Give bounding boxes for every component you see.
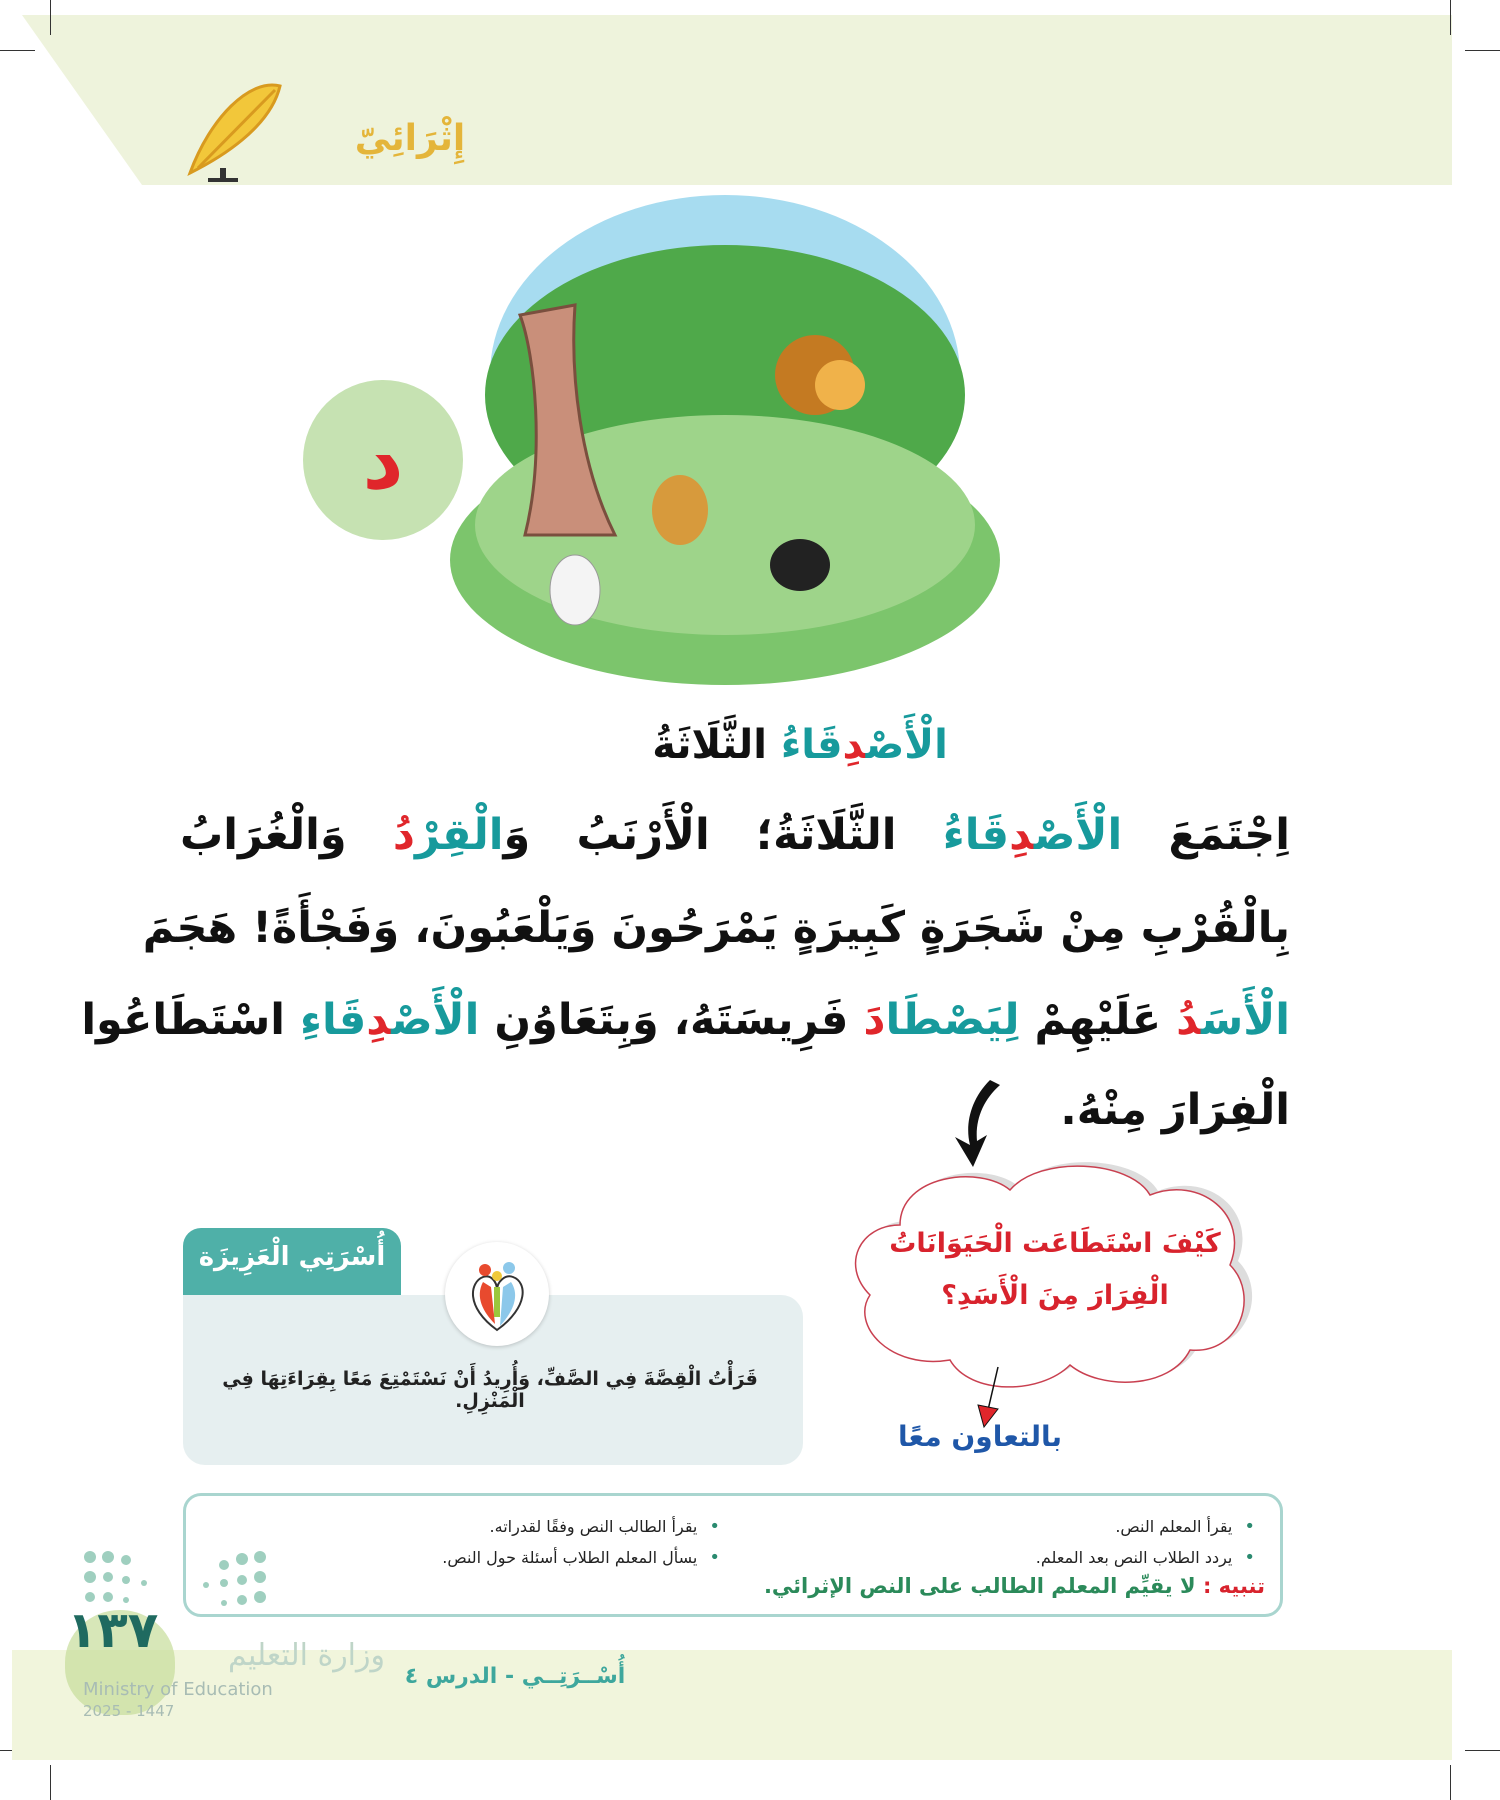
note-item: • يقرأ الطالب النص وفقًا لقدراته. — [490, 1516, 720, 1537]
answer-text: بالتعاون معًا — [898, 1420, 1062, 1453]
lesson-label: أُسْــرَتِــي - الدرس ٤ — [404, 1664, 626, 1689]
text-segment: الثَّلَاثَةُ؛ الْأَرْنَبُ وَ — [503, 810, 943, 860]
crop-mark — [50, 0, 51, 35]
crop-mark — [1450, 0, 1451, 35]
story-line — [142, 903, 1290, 953]
note-item: • يسأل المعلم الطلاب أسئلة حول النص. — [442, 1547, 720, 1568]
question-line-1: كَيْفَ اسْتَطَاعَت الْحَيَوَانَاتُ — [889, 1228, 1221, 1259]
warning-text: لا يقيِّم المعلم الطالب على النص الإثرائي. — [763, 1574, 1196, 1598]
text-segment: قَاءُ — [942, 810, 1010, 860]
text-segment: دُ — [392, 810, 415, 860]
page-number: ١٣٧ — [66, 1601, 159, 1659]
text-segment: الْأَسَ — [1200, 995, 1290, 1045]
ministry-year: 2025 - 1447 — [83, 1702, 175, 1720]
text-segment: الْقِرْ — [414, 810, 504, 860]
family-heart-icon — [445, 1242, 549, 1346]
crop-mark — [1450, 1765, 1451, 1800]
text-segment: لِيَصْطَا — [885, 995, 1020, 1045]
teacher-notes-box — [183, 1493, 1283, 1617]
text-segment: بِالْقُرْبِ مِنْ شَجَرَةٍ كَبِيرَةٍ يَمْرَحُونَ وَيَلْعَبُونَ، وَفَجْأَةً! هَجَمَ — [142, 903, 1290, 953]
text-segment: دِ — [1009, 810, 1034, 860]
story-line — [180, 810, 1290, 860]
ministry-name-arabic: وزارة التعليم — [227, 1638, 385, 1673]
feather-quill-icon — [180, 78, 290, 183]
text-segment: دَ — [863, 995, 886, 1045]
text-segment: الثَّلَاثَةُ — [652, 722, 781, 768]
ministry-name-english: Ministry of Education — [83, 1679, 273, 1700]
text-segment: الْفِرَارَ مِنْهُ. — [1060, 1085, 1290, 1135]
note-item: • يقرأ المعلم النص. — [1115, 1516, 1255, 1537]
note-item: • يردد الطلاب النص بعد المعلم. — [1036, 1547, 1255, 1568]
crop-mark — [1465, 1750, 1500, 1751]
crop-mark — [0, 50, 35, 51]
family-message: قَرَأْتُ الْقِصَّةَ فِي الصَّفِّ، وَأُرِيدُ أَنْ نَسْتَمْتِعَ مَعًا بِقِرَاءَتِهَا فِي الْمَنْزِلِ. — [222, 1368, 758, 1412]
question-text — [860, 1218, 1250, 1322]
letter-badge: د — [303, 380, 463, 540]
text-segment: الْأَصْ — [391, 995, 480, 1045]
story-line — [180, 1085, 1290, 1135]
text-segment: دُ — [1176, 995, 1201, 1045]
text-segment: فَرِيسَتَهُ، وَبِتَعَاوُنِ — [479, 995, 864, 1045]
crop-mark — [1465, 50, 1500, 51]
text-segment: وَالْغُرَابُ — [180, 810, 393, 860]
text-segment: الْأَصْ — [865, 722, 948, 768]
text-segment: عَلَيْهِمْ — [1019, 995, 1177, 1045]
text-segment: اِجْتَمَعَ — [1122, 810, 1290, 860]
text-segment: دِ — [366, 995, 392, 1045]
story-line — [81, 995, 1290, 1045]
question-line-2: الْفِرَارَ مِنَ الْأَسَدِ؟ — [941, 1280, 1169, 1311]
text-segment: قَاءِ — [299, 995, 367, 1045]
warning-note — [764, 1574, 1265, 1598]
text-segment: اسْتَطَاعُوا — [81, 995, 300, 1045]
section-label: إِثْرَائِيّ — [354, 118, 466, 159]
text-segment: قَاءُ — [780, 722, 843, 768]
story-title — [300, 722, 1300, 768]
crop-mark — [50, 1765, 51, 1800]
story-illustration — [445, 195, 1005, 695]
text-segment: دِ — [842, 722, 866, 768]
family-tab: أُسْرَتِي الْعَزِيزَة — [183, 1228, 401, 1308]
warning-label: تنبيه : — [1202, 1574, 1265, 1598]
text-segment: الْأَصْ — [1033, 810, 1123, 860]
